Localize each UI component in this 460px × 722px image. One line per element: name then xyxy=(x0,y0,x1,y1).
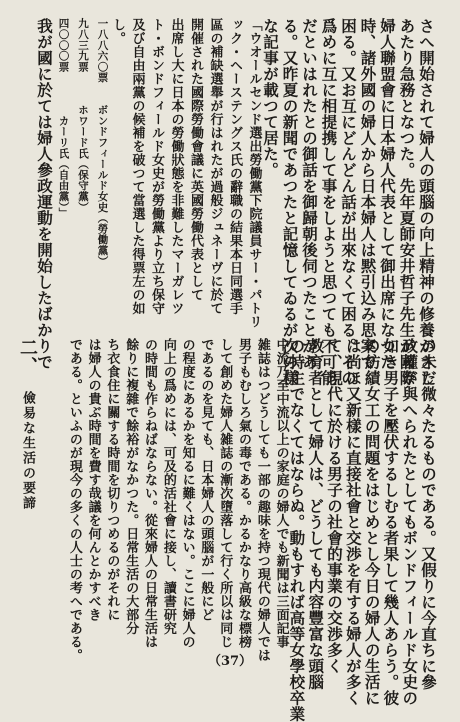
lower-text-column: は尚ほ又新樣に直接社會と交渉を有する婦人が多く xyxy=(343,338,363,706)
lower-text-column: 如き男子を壓伏するしむる者果して幾人あらう。彼 xyxy=(381,338,401,706)
upper-text-column: 爲めに互に相提携して事をしようと思つても不可能 xyxy=(319,18,339,386)
upper-text-column: 困る。又お互にどんどん話が出來なくて困る。その xyxy=(339,18,358,386)
upper-text-column: だといはれたとの御話を御歸朝後伺つたことがあ xyxy=(300,18,319,370)
lower-text-column: の時間も作らねばならない。從來婦人の日常生活は xyxy=(142,338,157,649)
lower-text-column: 雑誌はつどうしても一部の趣味を持つ現代の婦人では xyxy=(254,338,270,662)
section-heading xyxy=(18,338,36,511)
lower-text-column: て、現代に於ける男子の社會的事業の交渉多く xyxy=(325,338,344,674)
lower-text-column: 中流乃至中流以上の家庭の婦人でも新聞は三面記事 xyxy=(273,338,289,649)
upper-text-column: 九八三九票 ホワード氏（保守黨） xyxy=(77,18,89,213)
upper-text-column: 開催された國際勞働會議に英國勞働代表として xyxy=(188,18,203,302)
upper-text-column: ト・ボンドフィールド女史が勞働黨より立ち保守 xyxy=(149,18,164,315)
lower-text-column: である。といふのが現今の多くの人士の考へである。 xyxy=(66,338,82,662)
upper-text-column: 「ウオールセンド選出勞働黨下院議員サー・パトリ xyxy=(246,18,262,329)
upper-text-column: 出席し大に日本の勞働狀態を非難したマーガレツ xyxy=(168,18,184,315)
upper-text-column: ック・ヘーステングス氏の辭職の結果本日同選手 xyxy=(227,18,242,315)
lower-text-column: であるのを見ても、日本婦人の頭腦が一般にど xyxy=(198,338,214,622)
upper-text-column: 時、諸外國の婦人から日本婦人は黙引込み思案で xyxy=(358,18,378,370)
lower-text-column: の紡績女工の問題をはじめとし今日の婦人の生活に xyxy=(362,338,382,706)
upper-text-column: あたり急務となつた。先年夏師安井哲子先生が國際 xyxy=(397,18,417,386)
upper-text-column: 區の補缺選舉が行はれたが過般ジュネーヴに於て xyxy=(207,18,223,315)
section-title: 儉易な生活の要諦 xyxy=(20,391,35,511)
lower-text-column: の程度にあるかを知るに難くはない。ここに婦人の xyxy=(179,338,195,649)
upper-text-column: 婦人聯盟會に日本婦人代表として御出席になつた xyxy=(378,18,397,370)
upper-text-block xyxy=(14,18,442,386)
upper-text-column: 我が國に於ては婦人參政運動を開始したばかりで xyxy=(35,18,54,370)
lower-text-column: 向上の爲めには、可及的活社會に接し、讀書研究 xyxy=(160,338,176,635)
upper-text-column: 及び自由兩黨の候補を破つて當選した得票左の如 xyxy=(129,18,145,315)
upper-text-column: 四〇〇〇票 カーリ氏（自由黨）」 xyxy=(57,18,70,218)
upper-text-column: し。 xyxy=(110,18,125,45)
lower-text-column: 政權が與へられたとしてもボンドフィールド女史の xyxy=(400,338,420,706)
upper-text-column: る。又昨夏の新聞であつたと記憶してゐるが次の樣 xyxy=(280,18,300,386)
page-number: （37） xyxy=(207,654,253,669)
lower-text-column: は婦人の貴ぶ時間を費す哉議を何んとかすべき xyxy=(85,338,101,622)
lower-text-column: して創めた婦人雑誌の漸次墮落して行く所以は同じ xyxy=(217,338,233,649)
upper-text-column: な記事が載つて居た。 xyxy=(261,18,280,178)
lower-text-column: ち衣食住に關する時間を切りつめるのがそれに xyxy=(104,338,120,622)
section-number: 二、 xyxy=(17,338,38,375)
lower-text-column: 教育者として婦人は、どうしても内容豐富な頭腦 xyxy=(306,338,326,690)
lower-text-column: 男子もむしろ氣の毒である。かるかなり高級な標榜 xyxy=(236,338,251,649)
upper-text-column: さへ開始されて婦人の頭腦の向上精神の修養がさし xyxy=(417,18,436,386)
lower-text-column: 餘りに複雜で餘裕がなかつた。日常生活の大部分 xyxy=(123,338,139,635)
lower-text-column: の持主でなくてはならぬ。動もすれば高等女學校卒業 xyxy=(287,338,307,722)
upper-text-column: 一八八六〇票 ボンドフィールド女史（勞働黨） xyxy=(96,18,109,267)
lower-text-column: の未だ微々たるものである。又假りに今直ちに參 xyxy=(419,338,438,690)
